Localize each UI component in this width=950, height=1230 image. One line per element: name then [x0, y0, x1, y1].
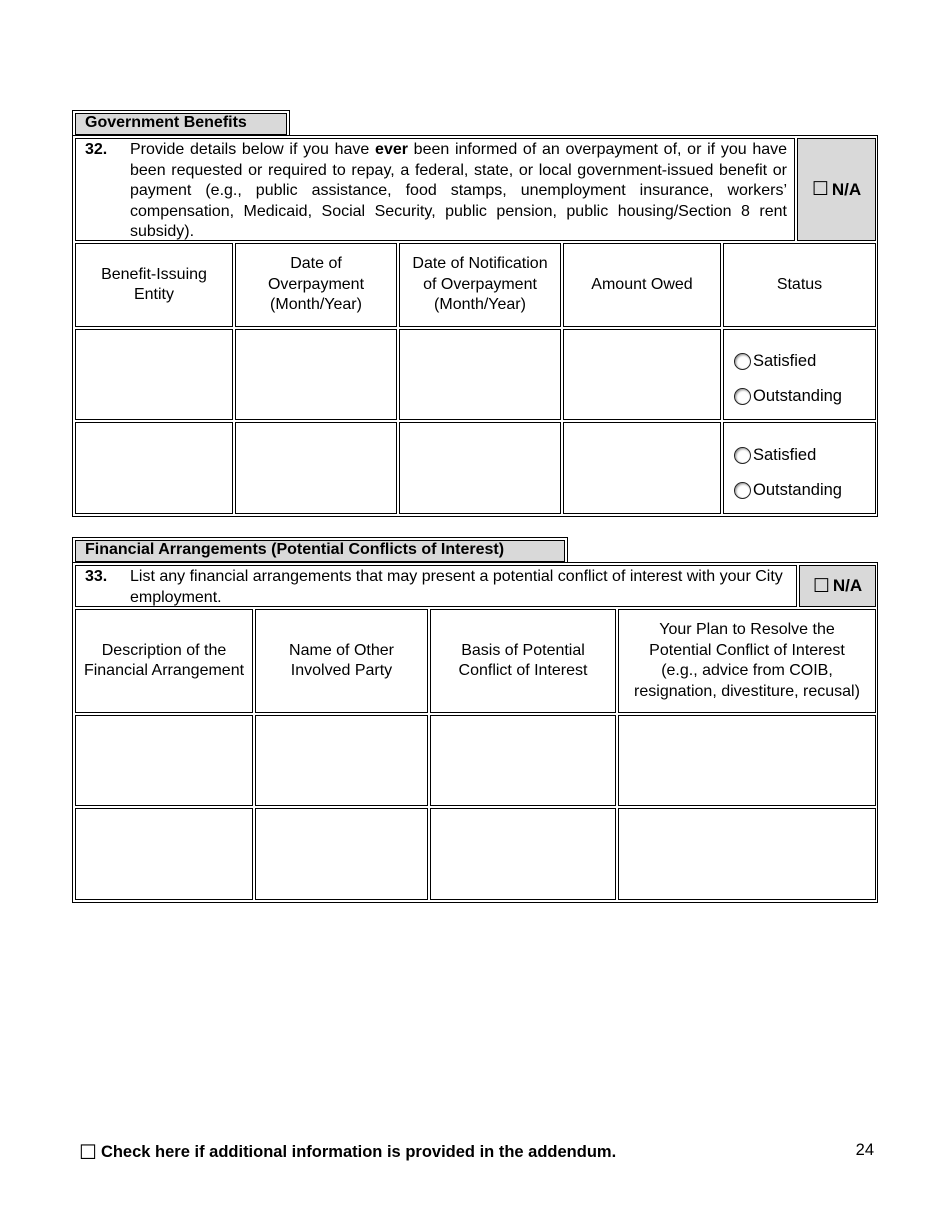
fin-row1-description-input[interactable]: [75, 715, 253, 806]
gov-row2-overpayment-date-input[interactable]: [235, 422, 397, 514]
checkbox-icon: ☐: [811, 179, 829, 200]
checkbox-icon: ☐: [812, 575, 830, 597]
gov-row2-status-outstanding[interactable]: [734, 481, 842, 500]
fin-col-header-description: Description of the Financial Arrangement: [75, 609, 253, 713]
fin-na-label: N/A: [832, 576, 863, 595]
fin-row1-other-party-input[interactable]: [255, 715, 428, 806]
fin-row2-other-party-input[interactable]: [255, 808, 428, 900]
gov-row2-entity-input[interactable]: [75, 422, 233, 514]
gov-question-cell: [75, 138, 795, 241]
gov-row1-notification-date-input[interactable]: [399, 329, 561, 420]
gov-section-heading-frame: [72, 110, 290, 136]
fin-question-text: List any financial arrangements that may present a potential conflict of interest with your City employment.: [130, 568, 783, 606]
status-option-label: Outstanding: [753, 387, 842, 405]
checkbox-icon[interactable]: ☐: [79, 1141, 97, 1164]
gov-row2-status-cell: [723, 422, 876, 514]
fin-na-checkbox[interactable]: [799, 565, 876, 607]
radio-icon[interactable]: [734, 388, 751, 405]
page-number: 24: [855, 1141, 874, 1159]
fin-section-heading-frame: [72, 537, 568, 563]
gov-question-number: 32.: [85, 141, 108, 158]
fin-row2-plan-input[interactable]: [618, 808, 876, 900]
addendum-label: Check here if additional information is provided in the addendum.: [100, 1142, 617, 1161]
fin-section-heading: Financial Arrangements (Potential Conflicts of Interest): [75, 540, 565, 562]
fin-row2-basis-input[interactable]: [430, 808, 616, 900]
gov-section-heading: Government Benefits: [75, 113, 287, 135]
radio-icon[interactable]: [734, 353, 751, 370]
gov-row1-amount-input[interactable]: [563, 329, 721, 420]
fin-row2-description-input[interactable]: [75, 808, 253, 900]
radio-icon[interactable]: [734, 482, 751, 499]
gov-col-header-overpayment-date: Date of Overpayment (Month/Year): [235, 243, 397, 327]
fin-question-number: 33.: [85, 568, 108, 585]
gov-col-header-amount-owed: Amount Owed: [563, 243, 721, 327]
status-option-label: Outstanding: [753, 481, 842, 499]
gov-na-label: N/A: [831, 179, 862, 199]
gov-col-header-notification-date: Date of Notification of Overpayment (Month/Year): [399, 243, 561, 327]
gov-col-header-entity: Benefit-Issuing Entity: [75, 243, 233, 327]
gov-row2-notification-date-input[interactable]: [399, 422, 561, 514]
fin-col-header-plan: Your Plan to Resolve the Potential Conflict of Interest (e.g., advice from COIB, resignation, divestiture, recusal): [618, 609, 876, 713]
gov-row1-status-outstanding[interactable]: [734, 387, 842, 406]
status-option-label: Satisfied: [753, 446, 817, 464]
gov-na-checkbox[interactable]: [797, 138, 876, 241]
fin-question-cell: [75, 565, 797, 607]
gov-row1-status-satisfied[interactable]: [734, 352, 816, 371]
gov-col-header-status: Status: [723, 243, 876, 327]
gov-row2-status-satisfied[interactable]: [734, 446, 816, 465]
gov-row1-status-cell: [723, 329, 876, 420]
addendum-check[interactable]: [79, 1139, 616, 1165]
fin-col-header-basis: Basis of Potential Conflict of Interest: [430, 609, 616, 713]
gov-question-text: Provide details below if you have ever been informed of an overpayment of, or if you have been requested or required to repay, a federal, state, or local government-issued benefit or payment (e.g., public assistance, food stamps, unemployment insurance, workers’ compensation, Medicaid, Social Security, public pension, public housing/Section 8 rent subsidy).: [130, 141, 788, 240]
fin-row1-plan-input[interactable]: [618, 715, 876, 806]
status-option-label: Satisfied: [753, 352, 817, 370]
gov-row1-entity-input[interactable]: [75, 329, 233, 420]
radio-icon[interactable]: [734, 447, 751, 464]
fin-row1-basis-input[interactable]: [430, 715, 616, 806]
gov-row1-overpayment-date-input[interactable]: [235, 329, 397, 420]
gov-row2-amount-input[interactable]: [563, 422, 721, 514]
fin-col-header-other-party: Name of Other Involved Party: [255, 609, 428, 713]
